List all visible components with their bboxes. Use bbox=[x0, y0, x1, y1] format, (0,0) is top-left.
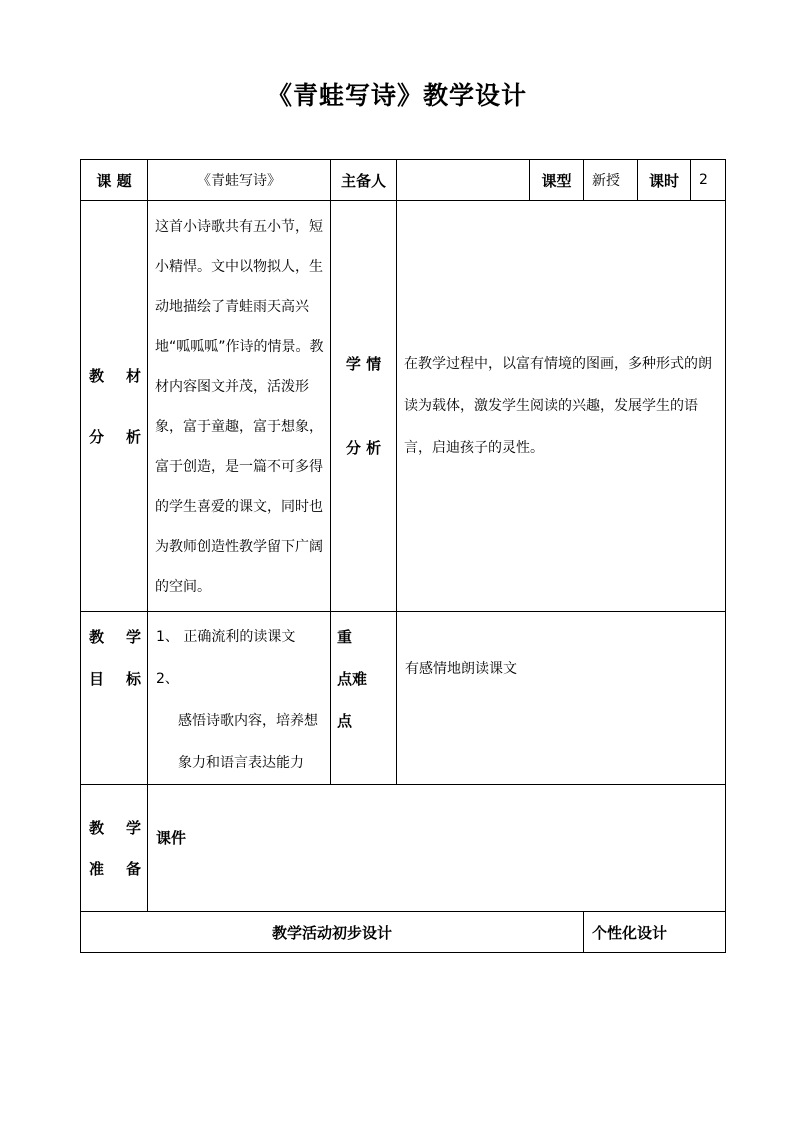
key-label-line1: 重 bbox=[337, 628, 353, 646]
hours-label: 课时 bbox=[638, 160, 691, 201]
type-label: 课型 bbox=[530, 160, 584, 201]
prep-label bbox=[81, 785, 148, 912]
goal-item-1: 1、 正确流利的读课文 bbox=[156, 629, 296, 645]
goals-label-line2: 目 标 bbox=[89, 670, 141, 688]
goal-item-2: 2、 bbox=[156, 671, 179, 687]
material-label-line1: 教 材 bbox=[89, 367, 141, 385]
prep-label-line2: 准 备 bbox=[89, 860, 141, 878]
students-label-line2: 分 析 bbox=[345, 439, 382, 457]
footer-row bbox=[81, 912, 726, 953]
document-title: 《青蛙写诗》教学设计 bbox=[266, 81, 527, 110]
type-value: 新授 bbox=[584, 160, 638, 201]
activity-design-label: 教学活动初步设计 bbox=[81, 912, 584, 953]
material-label bbox=[81, 201, 148, 612]
key-points-label bbox=[331, 612, 397, 785]
goals-label-line1: 教 学 bbox=[89, 628, 141, 646]
key-label-line3: 点 bbox=[337, 712, 353, 730]
prep-text: 课件 bbox=[148, 785, 726, 912]
key-label-line2: 点难 bbox=[337, 670, 368, 688]
goals-content bbox=[148, 612, 331, 785]
preparer-value bbox=[397, 160, 530, 201]
goals-label bbox=[81, 612, 148, 785]
key-points-text: 有感情地朗读课文 bbox=[397, 612, 726, 785]
goals-row bbox=[81, 612, 726, 785]
preparer-label: 主备人 bbox=[331, 160, 397, 201]
goal-item-2-text: 感悟诗歌内容，培养想象力和语言表达能力 bbox=[178, 713, 318, 771]
prep-label-line1: 教 学 bbox=[89, 819, 141, 837]
header-row bbox=[81, 160, 726, 201]
topic-label: 课 题 bbox=[81, 160, 148, 201]
material-label-line2: 分 析 bbox=[89, 428, 141, 446]
lesson-plan-table bbox=[80, 159, 726, 953]
students-analysis-text: 在教学过程中，以富有情境的图画，多种形式的朗读为载体，激发学生阅读的兴趣，发展学生的语言，启迪孩子的灵性。 bbox=[397, 201, 726, 612]
analysis-row bbox=[81, 201, 726, 612]
students-label bbox=[331, 201, 397, 612]
topic-value: 《青蛙写诗》 bbox=[148, 160, 331, 201]
students-label-line1: 学 情 bbox=[345, 355, 382, 373]
personal-design-label: 个性化设计 bbox=[584, 912, 726, 953]
material-analysis-text: 这首小诗歌共有五小节，短小精悍。文中以物拟人，生动地描绘了青蛙雨天高兴地“呱呱呱”作诗的情景。教材内容图文并茂，活泼形象，富于童趣，富于想象，富于创造，是一篇不可多得的学生喜爱的课文，同时也为教师创造性教学留下广阔的空间。 bbox=[148, 201, 331, 612]
hours-value: 2 bbox=[691, 160, 726, 201]
prep-row bbox=[81, 785, 726, 912]
